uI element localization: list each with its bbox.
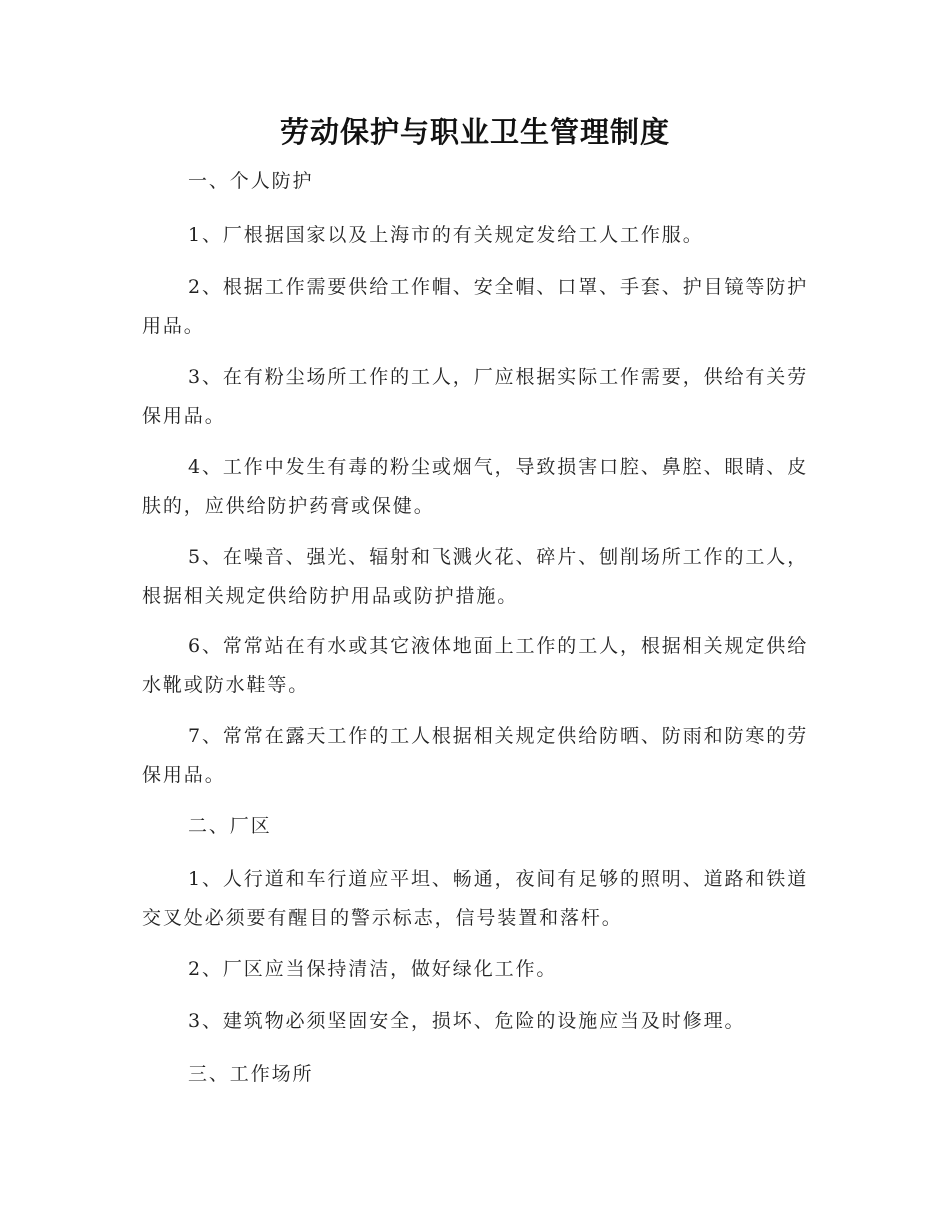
paragraph-item: 4、工作中发生有毒的粉尘或烟气，导致损害口腔、鼻腔、眼睛、皮肤的，应供给防护药膏或保健。 xyxy=(142,456,809,517)
section-heading-factory-area: 二、厂区 xyxy=(188,815,272,837)
paragraph-item: 2、厂区应当保持清洁，做好绿化工作。 xyxy=(188,958,558,980)
document-title: 劳动保护与职业卫生管理制度 xyxy=(279,115,670,149)
paragraph-item: 1、厂根据国家以及上海市的有关规定发给工人工作服。 xyxy=(188,224,704,246)
paragraph-item: 3、建筑物必须坚固安全，损坏、危险的设施应当及时修理。 xyxy=(188,1010,746,1032)
paragraph-item: 6、常常站在有水或其它液体地面上工作的工人，根据相关规定供给水靴或防水鞋等。 xyxy=(142,635,809,696)
paragraph-item: 1、人行道和车行道应平坦、畅通，夜间有足够的照明、道路和铁道交叉处必须要有醒目的警示标志，信号装置和落杆。 xyxy=(142,868,809,929)
section-heading-personal-protection: 一、个人防护 xyxy=(188,170,314,192)
paragraph-item: 2、根据工作需要供给工作帽、安全帽、口罩、手套、护目镜等防护用品。 xyxy=(142,276,809,337)
paragraph-item: 7、常常在露天工作的工人根据相关规定供给防晒、防雨和防寒的劳保用品。 xyxy=(142,725,809,786)
paragraph-item: 5、在噪音、强光、辐射和飞溅火花、碎片、刨削场所工作的工人，根据相关规定供给防护用品或防护措施。 xyxy=(142,546,809,607)
section-heading-workplace: 三、工作场所 xyxy=(188,1063,314,1085)
paragraph-item: 3、在有粉尘场所工作的工人，厂应根据实际工作需要，供给有关劳保用品。 xyxy=(142,366,809,427)
